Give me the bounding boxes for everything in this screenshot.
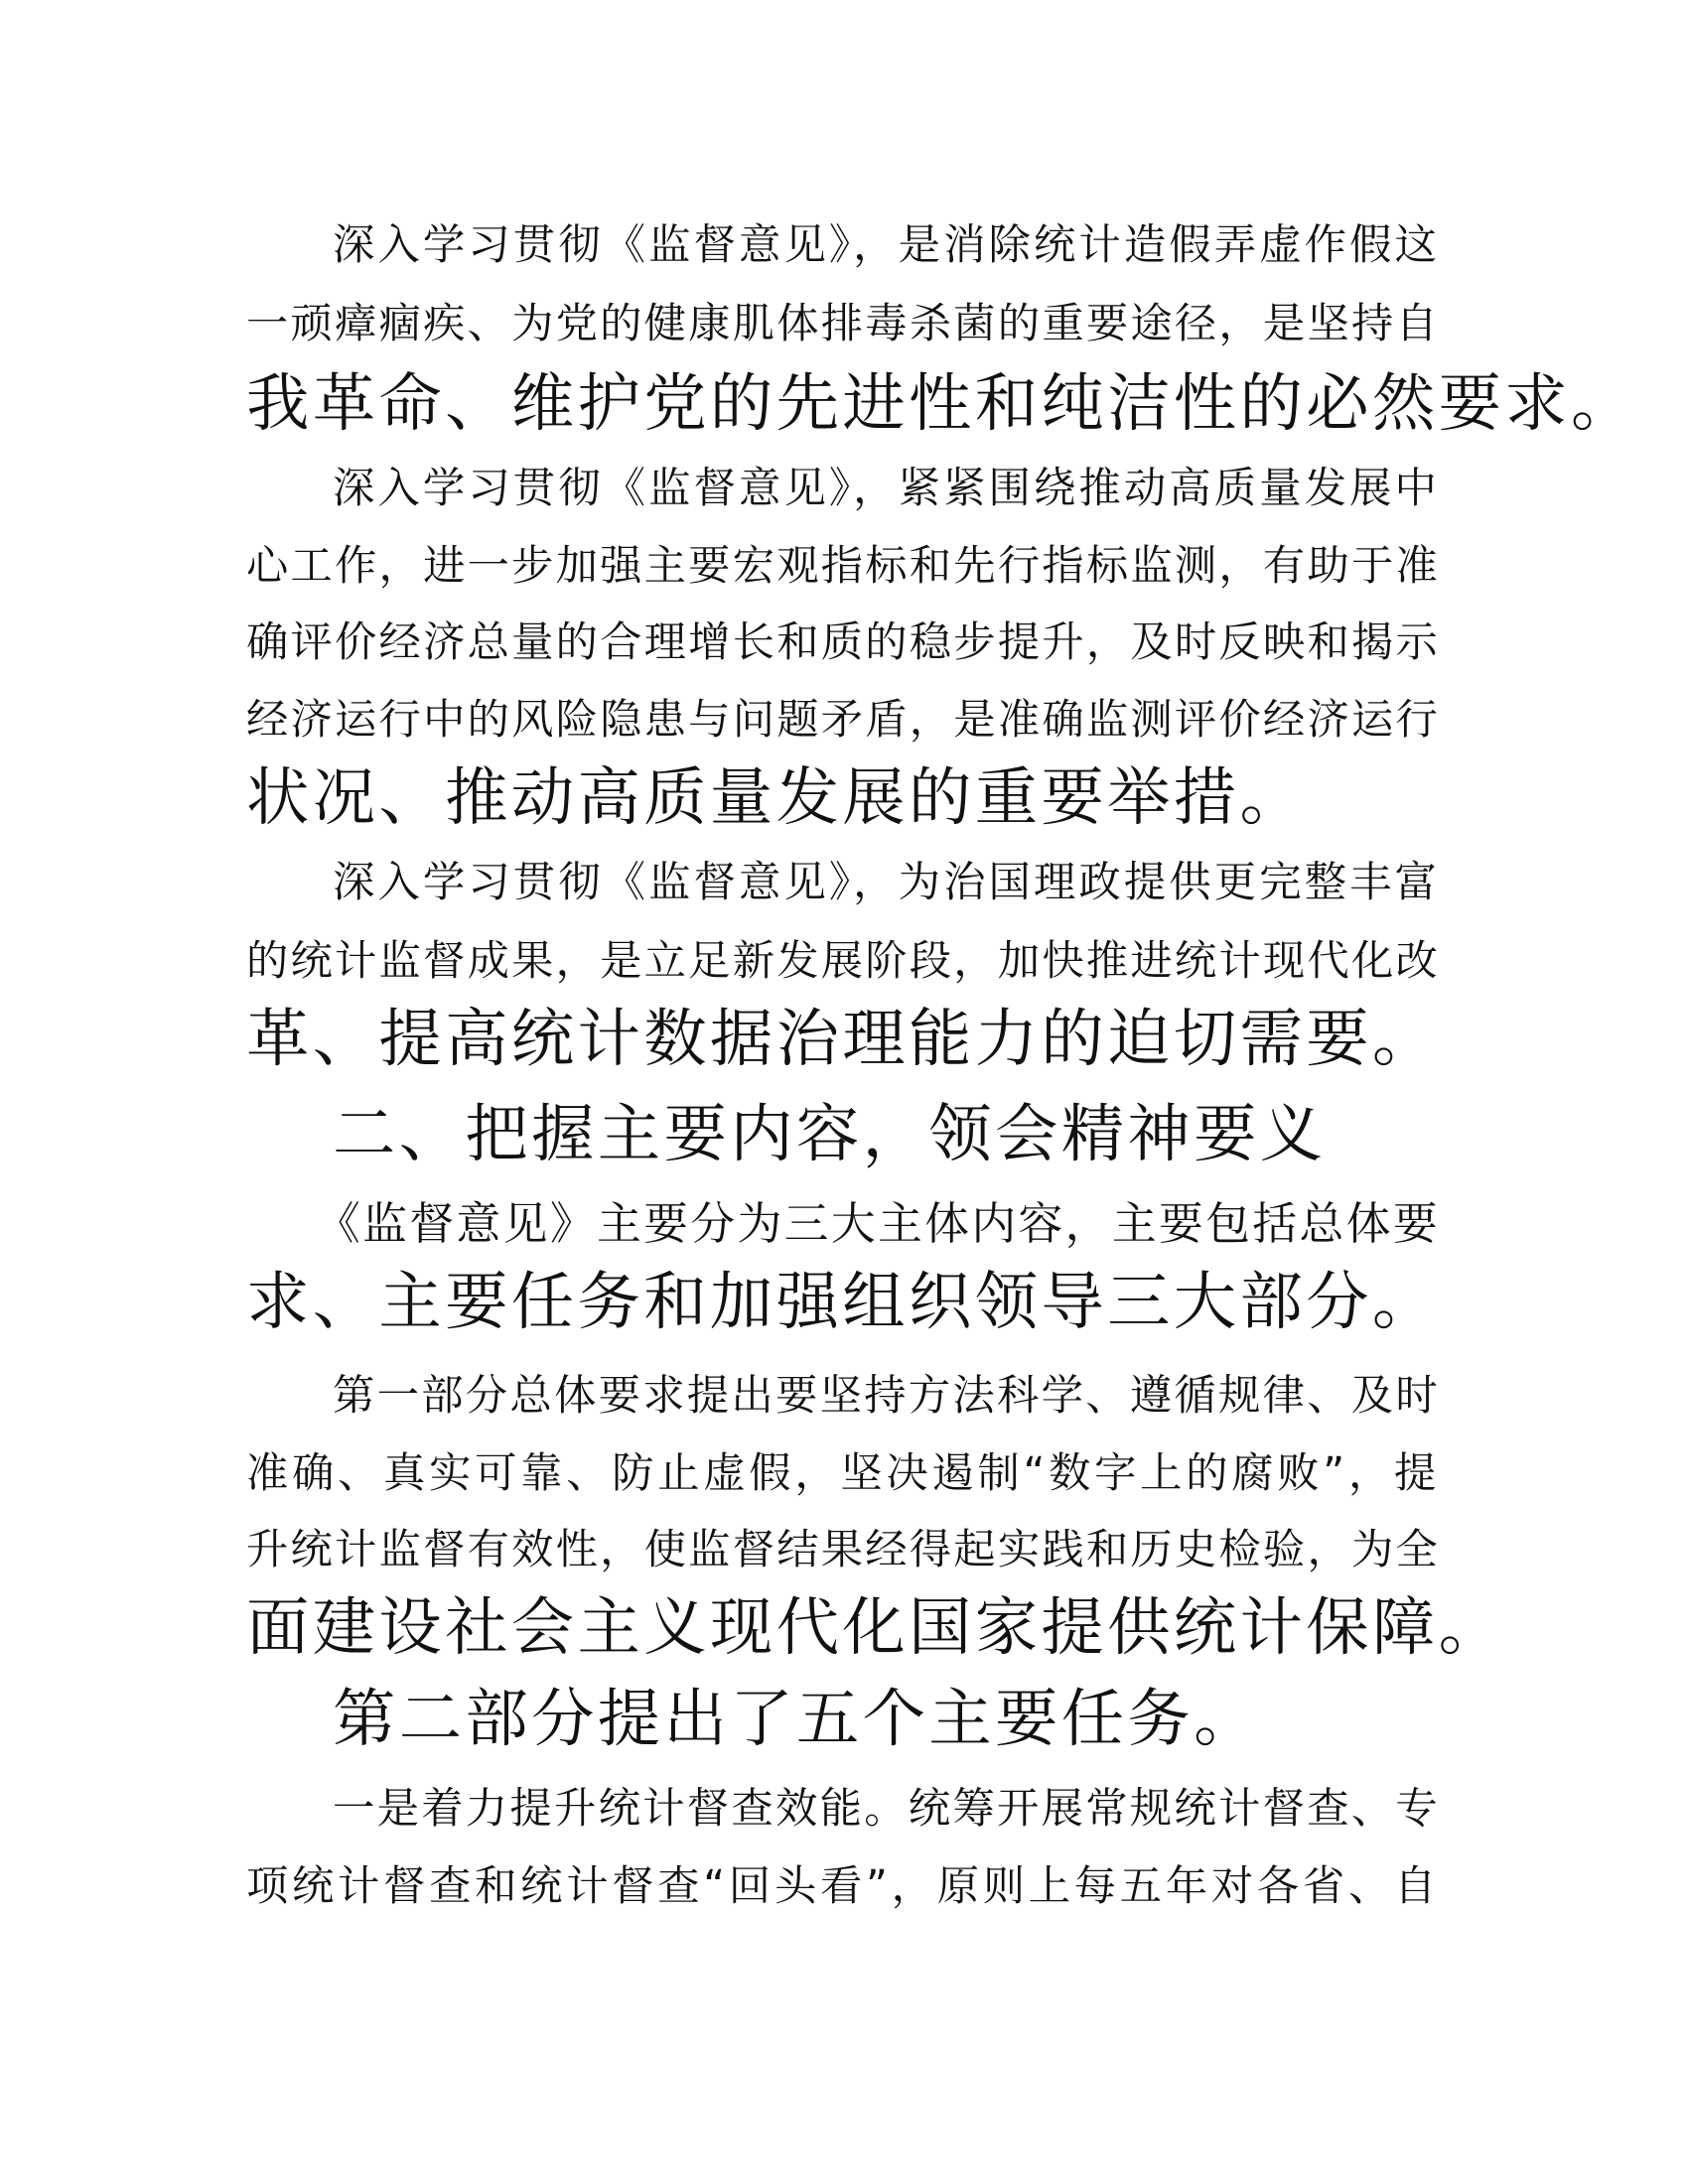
paragraph-1-line-1: 深入学习贯彻《监督意见》，是消除统计造假弄虚作假这: [333, 220, 1440, 269]
paragraph-6-line-1: 第二部分提出了五个主要任务。: [333, 1682, 1260, 1755]
paragraph-1-line-3: 我革命、维护党的先进性和纯洁性的必然要求。: [246, 366, 1637, 440]
paragraph-4-line-1: 《监督意见》主要分为三大主体内容，主要包括总体要: [316, 1197, 1440, 1250]
paragraph-2-line-5: 状况、推动高质量发展的重要举措。: [246, 760, 1307, 834]
paragraph-7-line-2: 项统计督查和统计督查“回头看”，原则上每五年对各省、自: [246, 1861, 1440, 1910]
paragraph-2-line-3: 确评价经济总量的合理增长和质的稳步提升，及时反映和揭示: [246, 617, 1440, 666]
paragraph-5-line-1: 第一部分总体要求提出要坚持方法科学、遵循规律、及时: [333, 1371, 1440, 1420]
paragraph-2-line-1: 深入学习贯彻《监督意见》，紧紧围绕推动高质量发展中: [333, 464, 1440, 512]
paragraph-3-line-2: 的统计监督成果，是立足新发展阶段，加快推进统计现代化改: [246, 936, 1440, 985]
paragraph-5-line-4: 面建设社会主义现代化国家提供统计保障。: [246, 1590, 1505, 1664]
paragraph-2-line-4: 经济运行中的风险隐患与问题矛盾，是准确监测评价经济运行: [246, 695, 1440, 744]
paragraph-5-line-2: 准确、真实可靠、防止虚假，坚决遏制“数字上的腐败”，提: [246, 1448, 1440, 1497]
paragraph-7-line-1: 一是着力提升统计督查效能。统筹开展常规统计督查、专: [333, 1784, 1440, 1833]
paragraph-3-line-1: 深入学习贯彻《监督意见》，为治国理政提供更完整丰富: [333, 858, 1440, 906]
paragraph-2-line-2: 心工作，进一步加强主要宏观指标和先行指标监测，有助于准: [246, 541, 1440, 590]
paragraph-1-line-2: 一顽瘴痼疾、为党的健康肌体排毒杀菌的重要途径，是坚持自: [246, 299, 1440, 347]
paragraph-5-line-3: 升统计监督有效性，使监督结果经得起实践和历史检验，为全: [246, 1525, 1440, 1573]
paragraph-3-line-3: 革、提高统计数据治理能力的迫切需要。: [246, 1002, 1439, 1075]
section-heading-2: 二、把握主要内容，领会精神要义: [333, 1097, 1327, 1170]
paragraph-4-line-2: 求、主要任务和加强组织领导三大部分。: [246, 1265, 1439, 1338]
